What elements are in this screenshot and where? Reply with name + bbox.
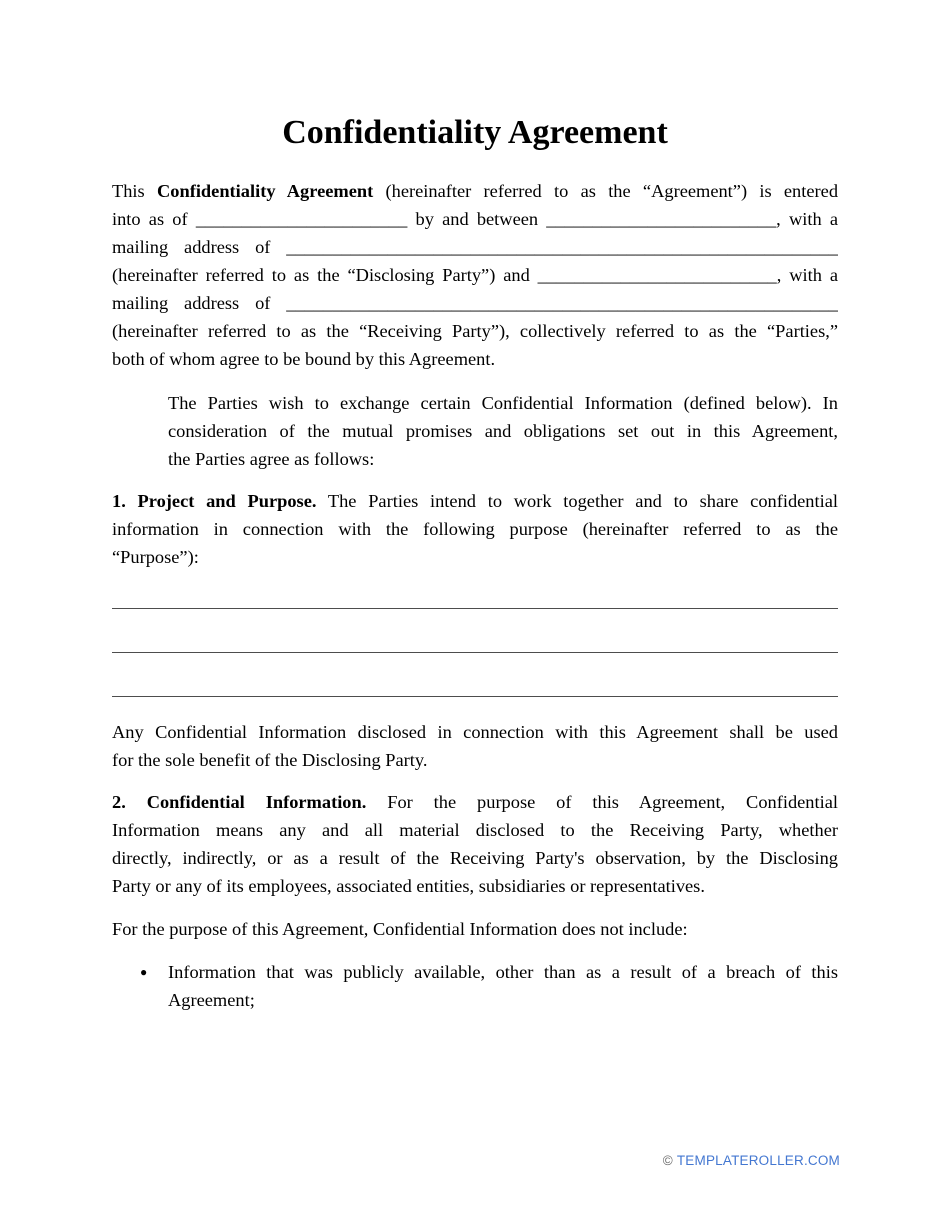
section2-heading: 2. Confidential Information.	[112, 792, 367, 812]
disclosure-note-paragraph	[112, 718, 838, 774]
text-line	[112, 177, 838, 205]
exclusions-intro-paragraph	[112, 915, 838, 943]
text-line: Agreement;	[168, 990, 255, 1010]
intro-paragraph	[112, 177, 838, 373]
section2-paragraph	[112, 788, 838, 900]
text-line-with-blank: (hereinafter referred to as the “Disclosing Party”) and __________________________, with a	[112, 265, 838, 285]
text-line-with-blank: mailing address of ____________________________________________________________	[112, 237, 838, 257]
text-line-with-blank: into as of _______________________ by and between _________________________, with a	[112, 209, 838, 229]
text-line: Information means any and all material disclosed to the Receiving Party, whether	[112, 820, 838, 840]
section1-line1-rest: The Parties intend to work together and to share confidential	[316, 491, 838, 511]
exclusion-list-item	[112, 958, 838, 1014]
section2-line1-rest: For the purpose of this Agreement, Confidential	[366, 792, 838, 812]
document-body	[112, 0, 838, 1014]
text-line: For the purpose of this Agreement, Confidential Information does not include:	[112, 919, 688, 939]
section1-paragraph	[112, 487, 838, 571]
text-line: Information that was publicly available, other than as a result of a breach of this	[168, 962, 838, 982]
text-line: consideration of the mutual promises and obligations set out in this Agreement,	[168, 421, 838, 441]
document-title: Confidentiality Agreement	[282, 114, 668, 151]
text-line: for the sole benefit of the Disclosing Party.	[112, 750, 428, 770]
text-line	[112, 487, 838, 515]
text-line: Any Confidential Information disclosed in connection with this Agreement shall be used	[112, 722, 838, 742]
intro-line1-pre: This	[112, 181, 157, 201]
purpose-fill-lines	[112, 571, 838, 697]
footer-site-name	[673, 1153, 840, 1168]
copyright-symbol: ©	[662, 1153, 673, 1168]
text-line: information in connection with the following purpose (hereinafter referred to as the	[112, 519, 838, 539]
intro-line1-bold: Confidentiality Agreement	[156, 181, 374, 201]
text-line: the Parties agree as follows:	[168, 449, 375, 469]
footer-site-text: TEMPLATEROLLER.COM	[676, 1153, 840, 1168]
text-line: (hereinafter referred to as the “Receiving Party”), collectively referred to as the “Parties,”	[112, 321, 838, 341]
bullet-text	[168, 958, 838, 1014]
text-line	[112, 788, 838, 816]
section1-heading: 1. Project and Purpose.	[112, 491, 317, 511]
blank-fill-line	[112, 571, 838, 609]
blank-fill-line	[112, 653, 838, 697]
recitals-paragraph	[168, 389, 838, 473]
templateroller-footer-link[interactable]	[663, 1152, 840, 1170]
text-line: both of whom agree to be bound by this Agreement.	[112, 349, 496, 369]
text-line: “Purpose”):	[112, 547, 199, 567]
text-line: The Parties wish to exchange certain Confidential Information (defined below). In	[168, 393, 838, 413]
text-line: Party or any of its employees, associated entities, subsidiaries or representatives.	[112, 876, 705, 896]
text-line: directly, indirectly, or as a result of the Receiving Party's observation, by the Disclosing	[112, 848, 838, 868]
intro-line1-rest: (hereinafter referred to as the “Agreement”) is entered	[373, 181, 838, 201]
bullet-icon: ●	[140, 965, 148, 979]
text-line-with-blank: mailing address of ____________________________________________________________	[112, 293, 838, 313]
blank-fill-line	[112, 609, 838, 653]
